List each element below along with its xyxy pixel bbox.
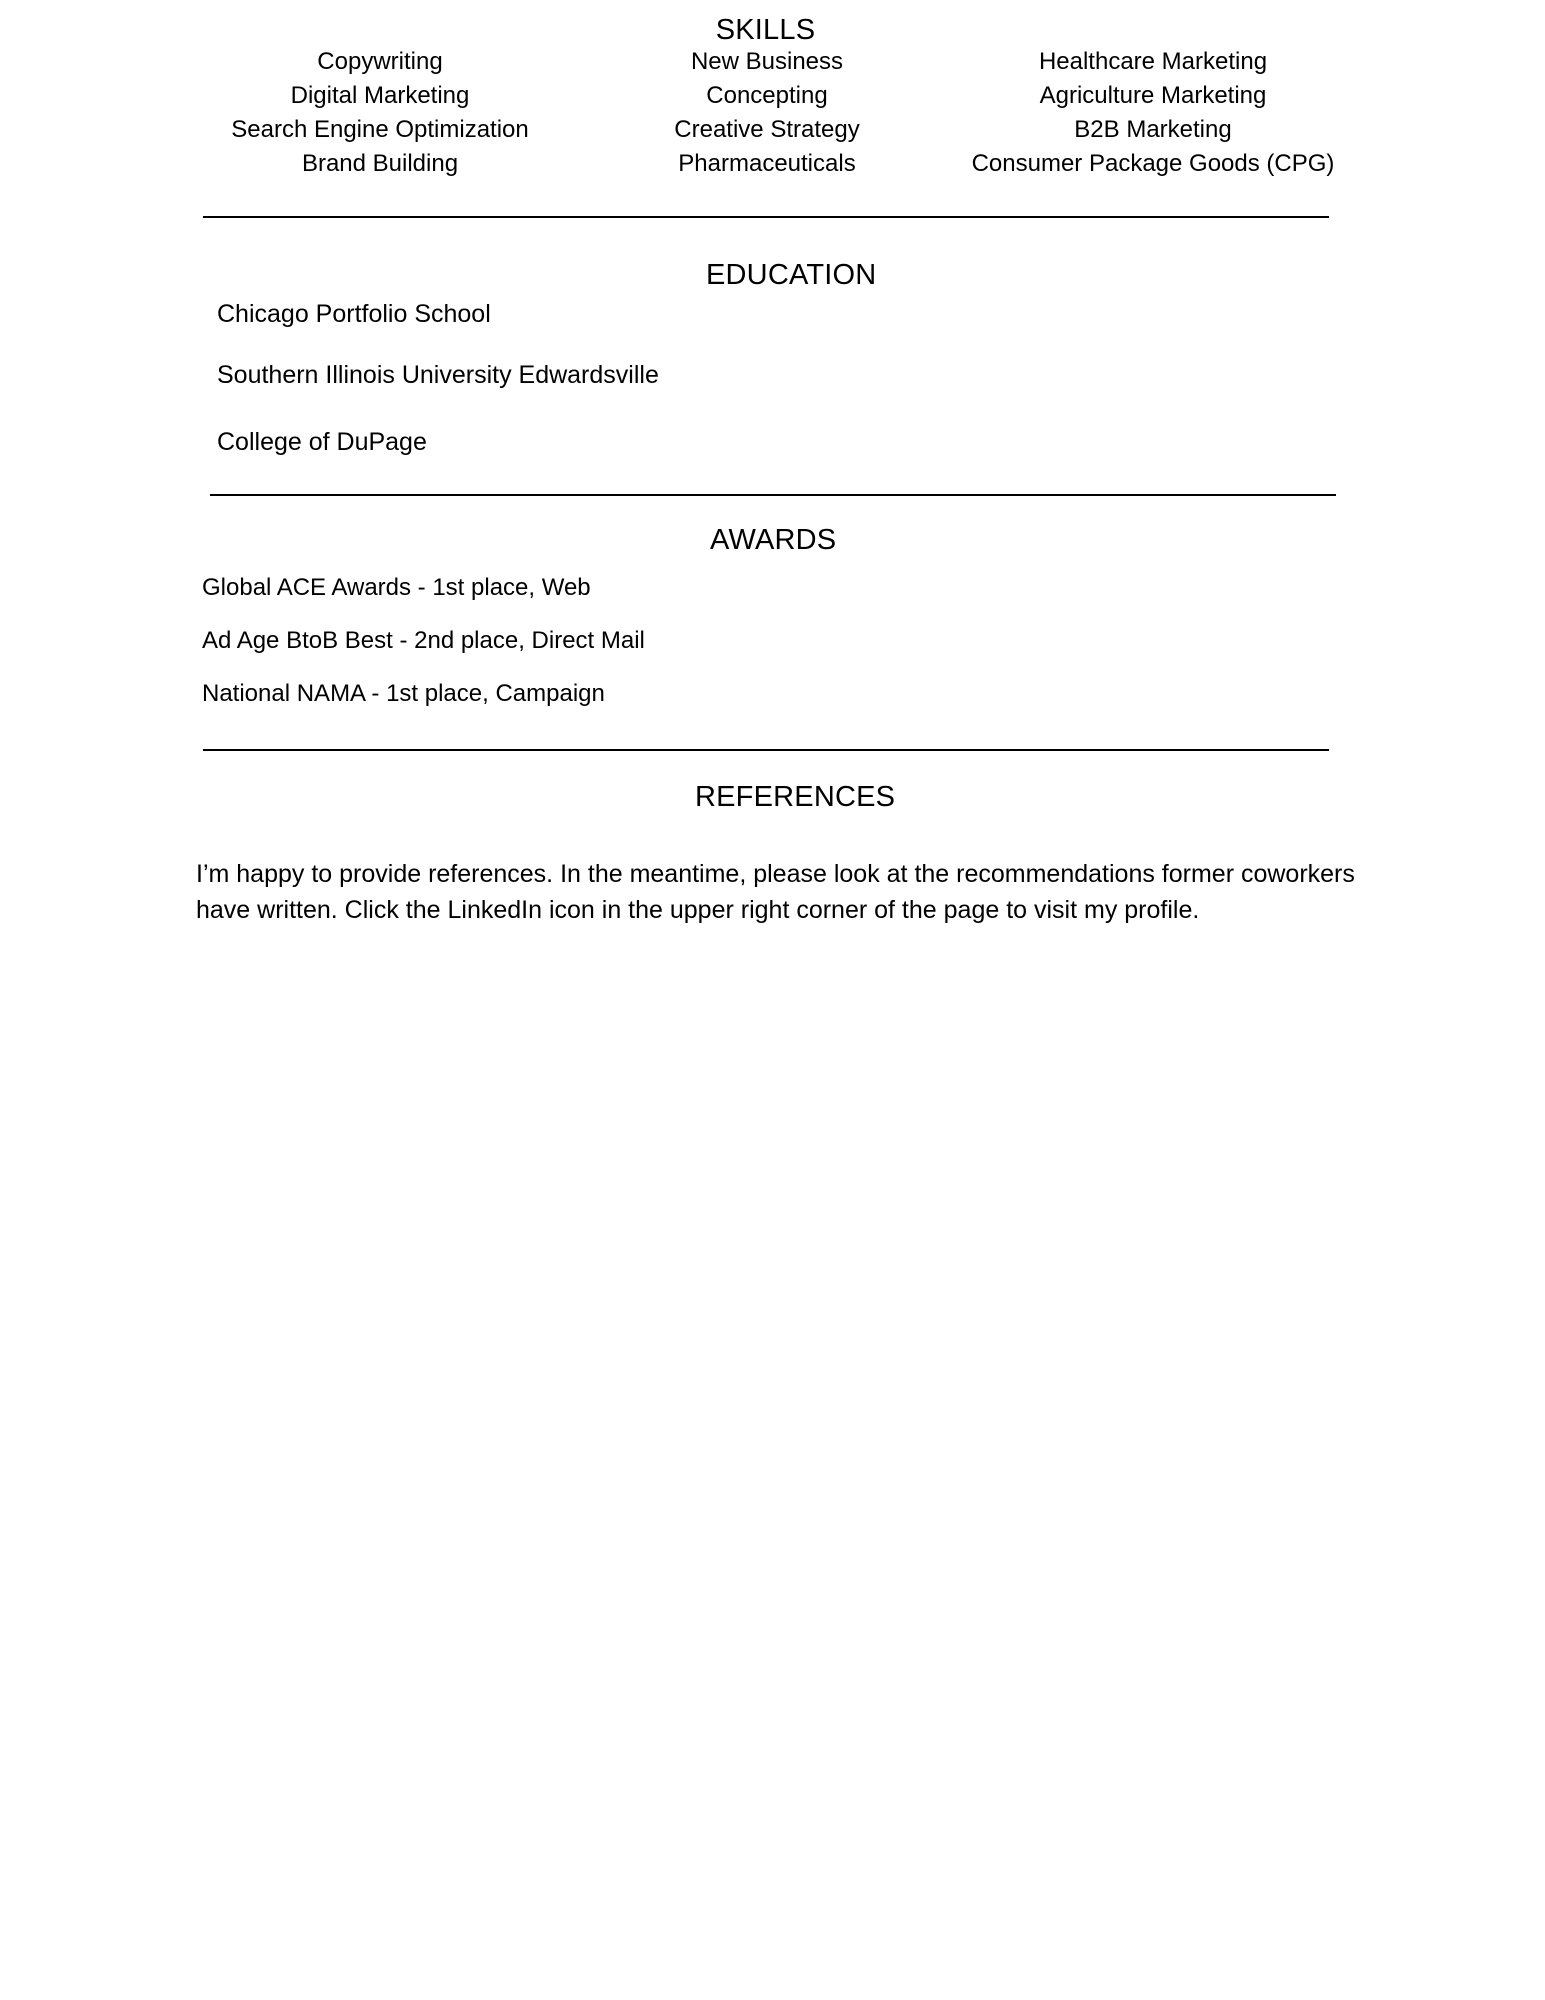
awards-heading: AWARDS: [710, 524, 837, 556]
education-item: College of DuPage: [217, 428, 427, 456]
skill-item: Pharmaceuticals: [678, 150, 856, 177]
skill-item: Concepting: [706, 82, 828, 109]
references-heading: REFERENCES: [695, 781, 896, 813]
skills-column-3: [943, 47, 1363, 183]
skills-column-2: [557, 47, 977, 183]
education-item: Southern Illinois University Edwardsville: [217, 361, 659, 389]
references-paragraph: I’m happy to provide references. In the meantime, please look at the recommendations former coworkers have written. Click the LinkedIn icon in the upper right corner of the page to visit my profile.: [196, 860, 1355, 924]
skill-item: Search Engine Optimization: [231, 116, 529, 143]
skill-item: Creative Strategy: [674, 116, 860, 143]
education-heading: EDUCATION: [706, 259, 877, 291]
skill-item: Agriculture Marketing: [1039, 82, 1267, 109]
award-item: Global ACE Awards - 1st place, Web: [202, 574, 591, 601]
skills-column-1: [170, 47, 590, 183]
section-divider: [203, 216, 1329, 218]
skill-item: Copywriting: [317, 48, 443, 75]
skill-item: Brand Building: [301, 150, 459, 177]
skill-item: B2B Marketing: [1074, 116, 1232, 143]
skills-heading: SKILLS: [715, 14, 816, 46]
award-item: National NAMA - 1st place, Campaign: [202, 680, 605, 707]
section-divider: [210, 494, 1336, 496]
section-divider: [203, 749, 1329, 751]
skill-item: Digital Marketing: [290, 82, 470, 109]
skill-item: New Business: [690, 48, 844, 75]
skill-item: Consumer Package Goods (CPG): [971, 150, 1335, 177]
education-item: Chicago Portfolio School: [217, 300, 491, 328]
skill-item: Healthcare Marketing: [1038, 48, 1268, 75]
award-item: Ad Age BtoB Best - 2nd place, Direct Mail: [202, 627, 645, 654]
